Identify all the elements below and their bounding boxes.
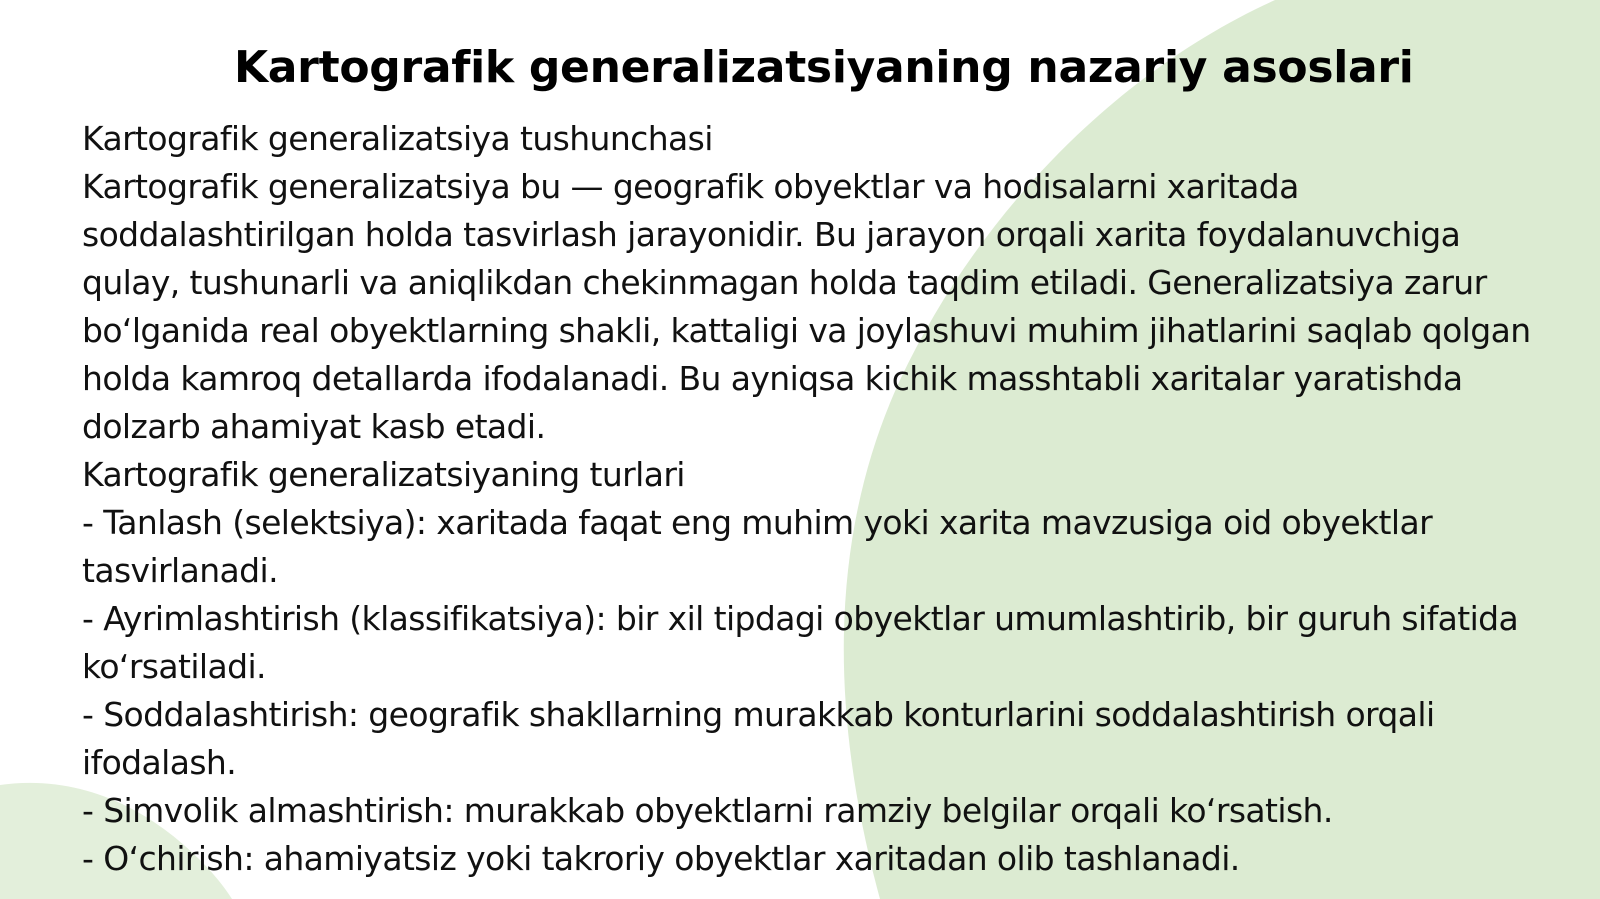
list-item: - Oʻchirish: ahamiyatsiz yoki takroriy obyektlar xaritadan olib tashlanadi.: [82, 839, 1240, 878]
list-item-continuation: ifodalash.: [82, 743, 237, 782]
section-heading-concept: Kartografik generalizatsiya tushunchasi: [82, 119, 713, 158]
paragraph-line: holda kamroq detallarda ifodalanadi. Bu ayniqsa kichik masshtabli xaritalar yaratishda: [82, 359, 1463, 398]
list-item: - Soddalashtirish: geografik shakllarning murakkab konturlarini soddalashtirish orqali: [82, 695, 1435, 734]
slide-title: Kartografik generalizatsiyaning nazariy asoslari: [234, 42, 1414, 93]
list-item: - Tanlash (selektsiya): xaritada faqat eng muhim yoki xarita mavzusiga oid obyektlar: [82, 503, 1433, 542]
list-item-continuation: koʻrsatiladi.: [82, 647, 266, 686]
list-item: - Simvolik almashtirish: murakkab obyektlarni ramziy belgilar orqali koʻrsatish.: [82, 791, 1333, 830]
list-item-continuation: tasvirlanadi.: [82, 551, 278, 590]
paragraph-line: boʻlganida real obyektlarning shakli, kattaligi va joylashuvi muhim jihatlarini saqlab qolgan: [82, 311, 1531, 350]
paragraph-line: soddalashtirilgan holda tasvirlash jarayonidir. Bu jarayon orqali xarita foydalanuvchiga: [82, 215, 1461, 254]
paragraph-line: dolzarb ahamiyat kasb etadi.: [82, 407, 546, 446]
slide-body: [82, 115, 1547, 883]
list-item: - Ayrimlashtirish (klassifikatsiya): bir xil tipdagi obyektlar umumlashtirib, bir guruh sifatida: [82, 599, 1519, 638]
section-heading-types: Kartografik generalizatsiyaning turlari: [82, 455, 685, 494]
paragraph-line: Kartografik generalizatsiya bu — geografik obyektlar va hodisalarni xaritada: [82, 167, 1299, 206]
paragraph-line: qulay, tushunarli va aniqlikdan chekinmagan holda taqdim etiladi. Generalizatsiya zarur: [82, 263, 1487, 302]
